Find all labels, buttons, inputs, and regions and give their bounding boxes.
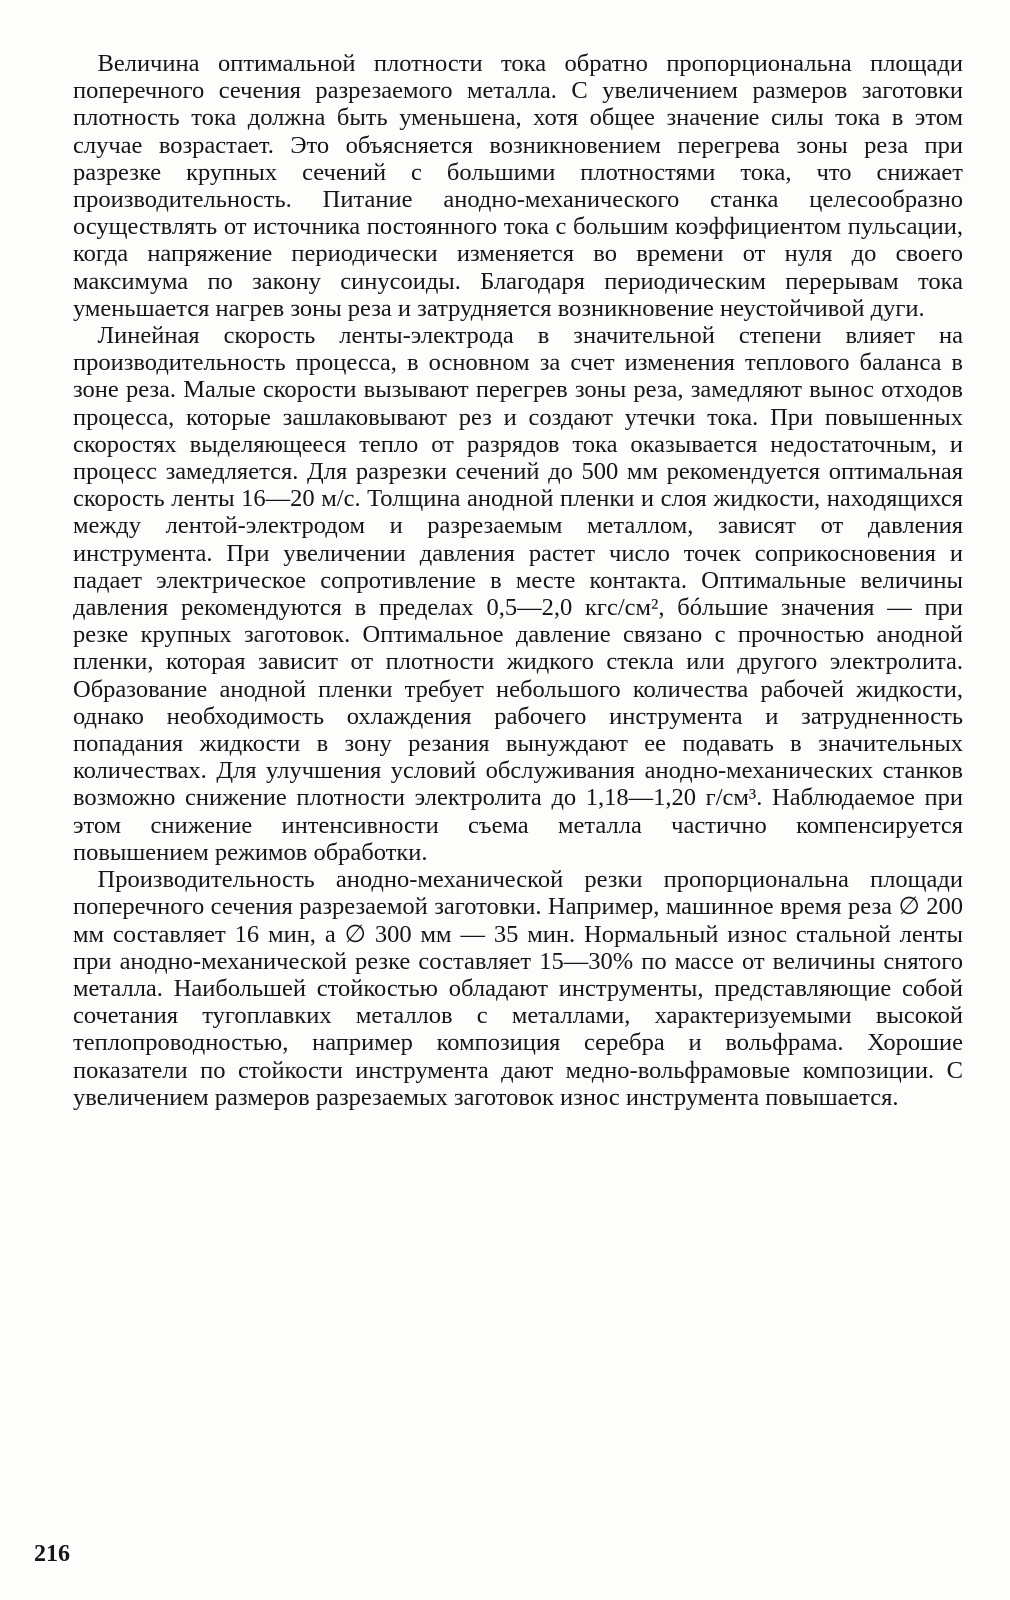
paragraph-productivity: Производительность анодно-механической резки пропорциональна площади поперечного сечения разрезаемой заготовки. Например, машинное время реза ∅ 200 мм составляет 16 мин, а ∅ 300 мм — 35 мин. Нормальный износ стальной ленты при анодно-механической резке составляет 15—30% по массе от величины снятого металла. Наибольшей стойкостью обладают инструменты, представляющие собой сочетания тугоплавких металлов с металлами, характеризуемыми высокой теплопроводностью, например композиция серебра и вольфрама. Хорошие показатели по стойкости инструмента дают медно-вольфрамовые композиции. С увеличением размеров разрезаемых заготовок износ инструмента повышается.	[73, 866, 963, 1111]
paragraph-electrode-speed: Линейная скорость ленты-электрода в значительной степени влияет на производительность процесса, в основном за счет изменения теплового баланса в зоне реза. Малые скорости вызывают перегрев зоны реза, замедляют вынос отходов процесса, которые зашлаковывают рез и создают утечки тока. При повышенных скоростях выделяющееся тепло от разрядов тока оказывается недостаточным, и процесс замедляется. Для разрезки сечений до 500 мм рекомендуется оптимальная скорость ленты 16—20 м/с. Толщина анодной пленки и слоя жидкости, находящихся между лентой-электродом и разрезаемым металлом, зависят от давления инструмента. При увеличении давления растет число точек соприкосновения и падает электрическое сопротивление в месте контакта. Оптимальные величины давления рекомендуются в пределах 0,5—2,0 кгс/см², бóльшие значения — при резке крупных заготовок. Оптимальное давление связано с прочностью анодной пленки, которая зависит от плотности жидкого стекла или другого электролита. Образование анодной пленки требует небольшого количества рабочей жидкости, однако необходимость охлаждения рабочего инструмента и затрудненность попадания жидкости в зону резания вынуждают ее подавать в значительных количествах. Для улучшения условий обслуживания анодно-механических станков возможно снижение плотности электролита до 1,18—1,20 г/см³. Наблюдаемое при этом снижение интенсивности съема металла частично компенсируется повышением режимов обработки.	[73, 322, 963, 866]
page-number: 216	[34, 1541, 70, 1567]
paragraph-current-density: Величина оптимальной плотности тока обратно пропорциональна площади поперечного сечения разрезаемого металла. С увеличением размеров заготовки плотность тока должна быть уменьшена, хотя общее значение силы тока в этом случае возрастает. Это объясняется возникновением перегрева зоны реза при разрезке крупных сечений с большими плотностями тока, что снижает производительность. Питание анодно-механического станка целесообразно осуществлять от источника постоянного тока с большим коэффициентом пульсации, когда напряжение периодически изменяется во времени от нуля до своего максимума по закону синусоиды. Благодаря периодическим перерывам тока уменьшается нагрев зоны реза и затрудняется возникновение неустойчивой дуги.	[73, 50, 963, 322]
body-text	[73, 50, 963, 1111]
